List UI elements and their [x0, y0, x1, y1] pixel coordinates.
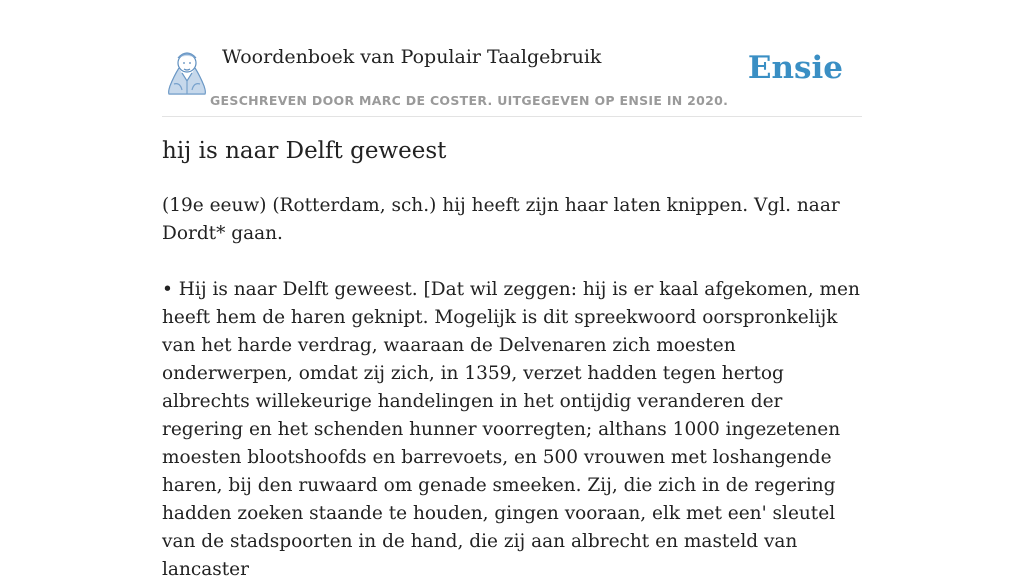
- entry-headword: hij is naar Delft geweest: [162, 138, 447, 164]
- entry-definition: (19e eeuw) (Rotterdam, sch.) hij heeft zijn haar laten knippen. Vgl. naar Dordt* gaan.: [162, 195, 840, 244]
- dictionary-title[interactable]: Woordenboek van Populair Taalgebruik: [222, 46, 602, 68]
- byline: GESCHREVEN DOOR MARC DE COSTER. UITGEGEVEN OP ENSIE IN 2020.: [210, 93, 729, 108]
- header: [162, 0, 862, 117]
- entry-example: • Hij is naar Delft geweest. [Dat wil zeggen: hij is er kaal afgekomen, men heeft hem de haren geknipt. Mogelijk is dit spreekwoord oorspronkelijk van het harde verdrag, waaraan de Delvenaren zich moesten onderwerpen, omdat zij zich, in 1359, verzet hadden tegen hertog albrechts willekeurige handelingen in het ontijdig veranderen der regering en het schenden hunner voorregten; althans 1000 ingezetenen moesten blootshoofds en barrevoets, en 500 vrouwen met loshangende haren, bij den ruwaard om genade smeeken. Zij, die zich in de regering hadden zoeken staande te houden, gingen vooraan, elk met een' sleutel van de stadspoorten in de hand, die zij aan albrecht en masteld van lancaster: [162, 279, 860, 580]
- ensie-logo-link[interactable]: Ensie: [747, 50, 843, 86]
- author-portrait-icon[interactable]: [164, 46, 210, 96]
